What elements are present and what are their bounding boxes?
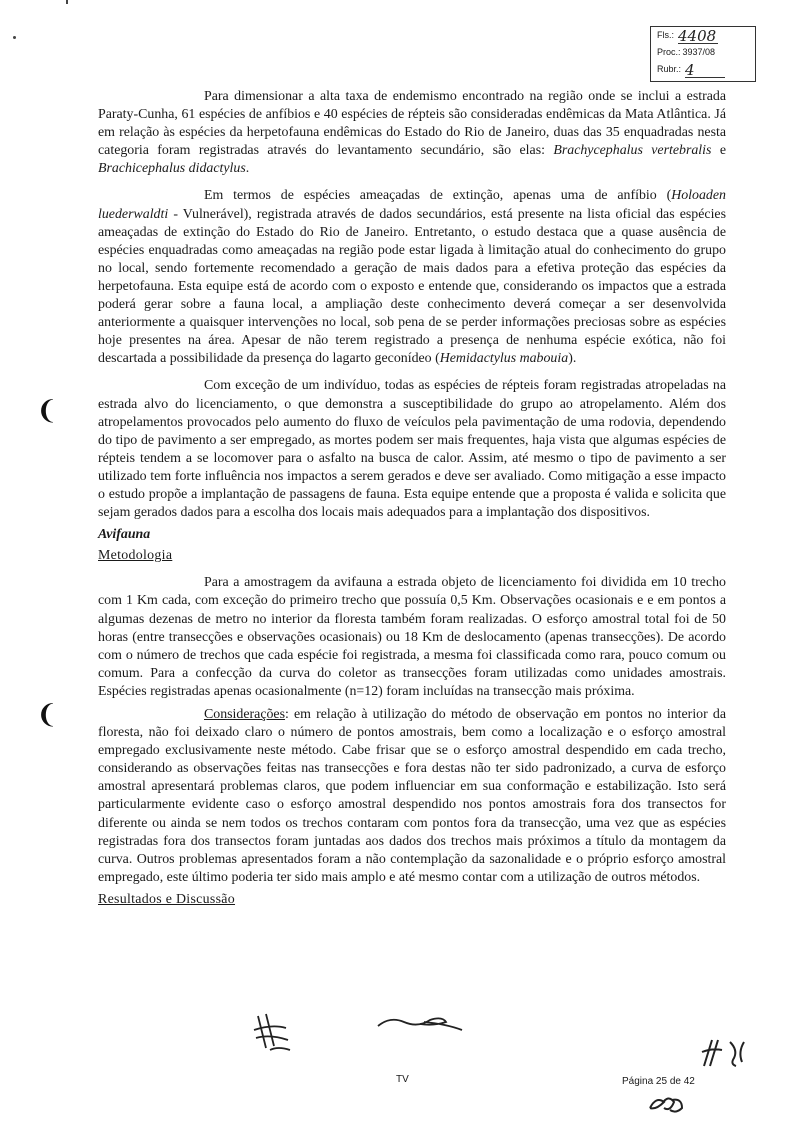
handwritten-initials [252, 1010, 292, 1052]
punctuation: . [245, 161, 250, 177]
conjunction: e [719, 143, 726, 159]
scan-mark [66, 0, 68, 4]
handwritten-signature [376, 1010, 466, 1034]
protocol-stamp [650, 26, 756, 82]
handwritten-mark [646, 1090, 686, 1116]
species-name: Hemidactylus mabouia [439, 351, 569, 367]
paragraph-considerations [98, 706, 726, 887]
footer-code: TV [396, 1074, 409, 1085]
paragraph-endemism [98, 88, 726, 178]
punctuation: ). [568, 351, 577, 367]
species-name: Brachicephalus didactylus [98, 161, 246, 177]
margin-bracket-mark: ❨ [36, 396, 58, 426]
stamp-rubr-row [657, 61, 755, 78]
stamp-fls-row [657, 27, 755, 44]
paragraph-text: : em relação à utilização do método de observação em pontos no interior da floresta, não foi deixado claro o número de pontos amostrais, bem como a localização e o esforço amostral empregado exclusivamente neste método. Cabe frisar que se o esforço amostral despendido em cada trecho, considerando as observações feitas nas transecções e fora destas não ter sido padronizado, a curva de esforço amostral apresentará problemas claros, que podem influenciar em sua conformação e estabilização. Isto será particularmente evidente caso o esforço amostral despendido nos pontos amostrais fora dos transectos for diferente ou ainda se nem todos os trechos contaram com pontos fora da transecção, uma vez que as espécies registradas fora dos transectos foram juntadas aos dados dos trechos mais próximos a título da montagem da curva. Outros problemas apresentados foram a não contemplação da sazonalidade e o próprio esforço amostral empregado, este último poderia ter sido mais amplo e até mesmo contar com a utilização de outros métodos. [98, 707, 726, 885]
paragraph-threatened-species [98, 187, 726, 368]
stamp-rubr-value: 4 [685, 63, 725, 78]
paragraph-text: - Vulnerável), registrada através de dados secundários, está presente na lista oficial das espécies ameaçadas de extinção do Estado do Rio de Janeiro. Entretanto, o estudo destaca que a quase ausência de espécies enquadradas como ameaçadas na região pode estar ligada à limitação atual do conhecimento do grupo no local, sendo fortemente recomendado a geração de mais dados para a efetiva proteção das espécies da herpetofauna. Esta equipe está de acordo com o exposto e entende que, considerando os impactos que a estrada poderá gerar sobre a fauna local, a ampliação deste conhecimento deverá começar a ser desenvolvida anteriormente a quaisquer intervenções no local, sob pena de se perder informações preciosas sobre as espécies hoje presentes na área. Apesar de não terem registrado a presença de nenhuma espécie exótica, não foi descartada a possibilidade da presença do lagarto geconídeo ( [98, 206, 726, 367]
paragraph-text: Em termos de espécies ameaçadas de extinção, apenas uma de anfíbio ( [204, 188, 672, 204]
species-name: Brachycephalus vertebralis [553, 143, 712, 159]
document-body [98, 88, 726, 909]
stamp-rubr-label: Rubr.: [657, 64, 682, 74]
stamp-fls-label: Fls.: [657, 30, 674, 40]
section-heading-avifauna: Avifauna [98, 527, 151, 543]
handwritten-initials [700, 1036, 752, 1068]
paragraph-bird-sampling: Para a amostragem da avifauna a estrada objeto de licenciamento foi dividida em 10 trecho com 1 Km cada, com exceção do primeiro trecho que possuía 0,5 Km. Observações ocasionais e e em pontos a algumas dezenas de metro no interior da floresta também foram realizadas. O esforço amostral total foi de 50 horas (entre transecções e observações ocasionais) ou 18 Km de deslocamento (apenas transecções). De acordo com o número de trechos que cada espécie foi registrada, a mesma foi classificada como rara, pouco comum ou comum. Para a confecção da curva do coletor as transecções foram utilizadas como unidades amostrais. Espécies registradas apenas ocasionalmente (n=12) foram incluídas na transecção mais próxima. [98, 575, 726, 699]
page-number: Página 25 de 42 [622, 1076, 695, 1087]
margin-bracket-mark: ❨ [36, 700, 58, 730]
stamp-proc-value: 3937/08 [682, 47, 716, 57]
considerations-label: Considerações [204, 707, 286, 722]
paragraph-roadkill: Com exceção de um indivíduo, todas as espécies de répteis foram registradas atropeladas na estrada alvo do licenciamento, o que demonstra a susceptibilidade do grupo ao atropelamento. Além dos atropelamentos provocados pelo aumento do fluxo de veículos pela pavimentação de uma rodovia, dependendo do tipo de pavimento a ser empregado, as mortes podem ser mais frequentes, haja vista que algumas espécies de répteis tendem a se locomover para o asfalto na busca de calor. Assim, até mesmo o tipo de pavimento a ser utilizado tem forte influência nos impactos a serem gerados e deve ser avaliado. Como mitigação a esse impacto o estudo propõe a implantação de passagens de fauna. Esta equipe entende que a proposta é valida e solicita que sejam gerados dados para a escolha dos locais mais adequados para a implantação dos dispositivos. [98, 378, 726, 521]
subsection-heading-methodology: Metodologia [98, 548, 173, 564]
stamp-proc-row [657, 44, 755, 61]
subsection-heading-results: Resultados e Discussão [98, 891, 236, 907]
paragraph-text: Para dimensionar a alta taxa de endemismo encontrado na região onde se inclui a estrada Paraty-Cunha, 61 espécies de anfíbios e 40 espécies de répteis são consideradas endêmicas da Mata Atlântica. Já em relação às espécies da herpetofauna endêmicas do Estado do Rio de Janeiro, duas das 35 enquadradas nesta categoria foram registradas através do levantamento secundário, são elas: [98, 89, 726, 159]
scan-mark [13, 36, 16, 39]
species-name: Holoaden luederwaldti [98, 188, 726, 222]
stamp-fls-value: 4408 [678, 27, 717, 45]
stamp-proc-label: Proc.: [657, 47, 681, 57]
